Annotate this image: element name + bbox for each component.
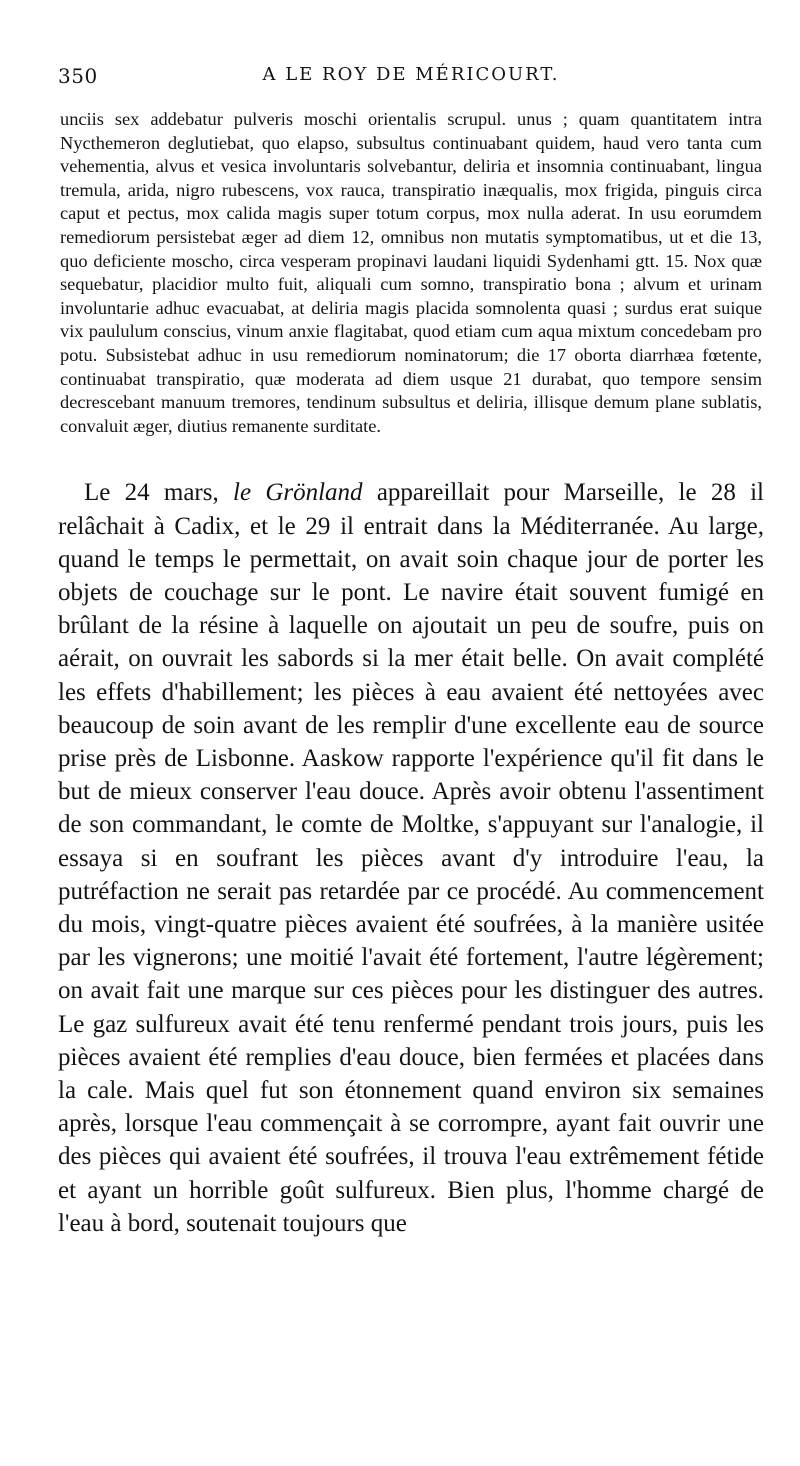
running-title: A LE ROY DE MÉRICOURT. [262,64,560,85]
french-paragraph-body: appareillait pour Marseille, le 28 il relâchait à Cadix, et le 29 il entrait dans la Méditerranée. Au large, quand le temps le permettait, on avait soin chaque jour de porter les objets de couchage sur le pont. Le navire était souvent fumigé en brûlant de la résine à laquelle on ajoutait un peu de soufre, puis on aérait, on ouvrait les sabords si la mer était belle. On avait complété les effets d'habillement; les pièces à eau avaient été nettoyées avec beaucoup de soin avant de les remplir d'une excellente eau de source prise près de Lisbonne. Aaskow rapporte l'expérience qu'il fit dans le but de mieux conserver l'eau douce. Après avoir obtenu l'assentiment de son commandant, le comte de Moltke, s'appuyant sur l'analogie, il essaya si en soufrant les pièces avant d'y introduire l'eau, la putréfaction ne serait pas retardée par ce procédé. Au commencement du mois, vingt-quatre pièces avaient été soufrées, à la manière usitée par les vignerons; une moitié l'avait été fortement, l'autre légèrement; on avait fait une marque sur ces pièces pour les distinguer des autres. Le gaz sulfureux avait été tenu renfermé pendant trois jours, puis les pièces avaient été remplies d'eau douce, bien fermées et placées dans la cale. Mais quel fut son étonnement quand environ six semaines après, lorsque l'eau commençait à se corrompre, ayant fait ouvrir une des pièces qui avaient été soufrées, il trouva l'eau extrêmement fétide et ayant un horrible goût sulfureux. Bien plus, l'homme chargé de l'eau à bord, soutenait toujours que [58,479,765,1237]
book-page [58,64,764,1240]
running-header [58,64,764,94]
french-paragraph [58,476,764,1240]
page-number: 350 [58,64,98,88]
french-paragraph-opening: Le 24 mars, [84,479,234,507]
ship-name: le Grönland [233,479,363,507]
latin-paragraph: unciis sex addebatur pulveris moschi orientalis scrupul. unus ; quam quantitatem intra Nycthemeron deglutiebat, quo elapso, subsultus continuabant quidem, haud vero tanta cum vehementia, alvus et vesica involuntaris solvebantur, deliria et insomnia continuabant, lingua tremula, arida, nigro rubescens, vox rauca, transpiratio inæqualis, mox frigida, pinguis circa caput et pectus, mox calida magis super totum corpus, mox nulla aderat. In usu eorumdem remediorum persistebat æger ad diem 12, omnibus non mutatis symptomatibus, ut et die 13, quo deficiente moscho, circa vesperam propinavi laudani liquidi Sydenhami gtt. 15. Nox quæ sequebatur, placidior multo fuit, aliquali cum somno, transpiratio bona ; alvum et urinam involuntarie adhuc evacuabat, at deliria magis placida somnolenta quasi ; surdus erat suique vix paululum conscius, vinum anxie flagitabat, quod etiam cum aqua mixtum concedebam pro potu. Subsistebat adhuc in usu remediorum nominatorum; die 17 oborta diarrhæa fœtente, continuabat transpiratio, quæ moderata ad diem usque 21 durabat, quo tempore sensim decrescebant manuum tremores, tendinum subsultus et deliria, illisque demum plane sublatis, convaluit æger, diutius remanente surditate. [60,109,762,436]
